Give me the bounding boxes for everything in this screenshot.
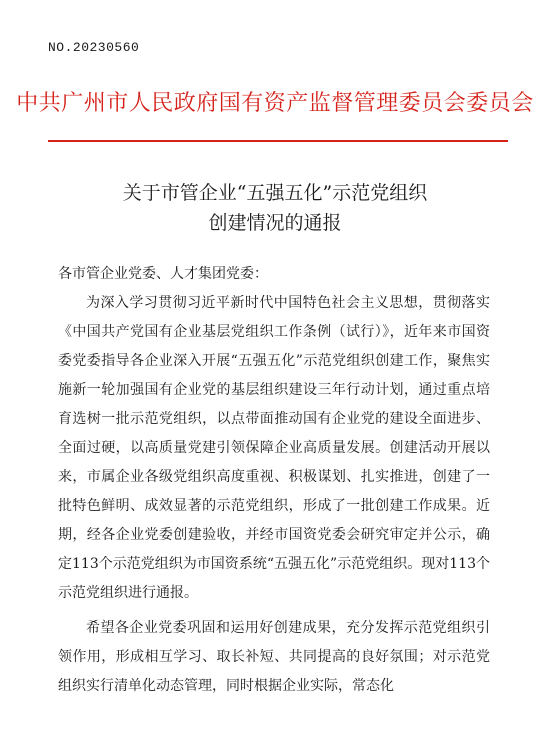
document-body [58,260,490,707]
document-title [0,178,550,238]
document-number: NO.20230560 [48,40,140,55]
red-divider-line [48,140,508,142]
body-paragraph-2: 希望各企业党委巩固和运用好创建成果，充分发挥示范党组织引领作用，形成相互学习、取长补短、共同提高的良好氛围；对示范党组织实行清单化动态管理，同时根据企业实际，常态化 [58,620,490,694]
issuer-header: 中共广州市人民政府国有资产监督管理委员会委员会 [16,91,534,116]
title-line-2: 创建情况的通报 [208,212,342,234]
body-paragraph-1: 为深入学习贯彻习近平新时代中国特色社会主义思想，贯彻落实《中国共产党国有企业基层党组织工作条例（试行）》，近年来市国资委党委指导各企业深入开展“五强五化”示范党组织创建工作，聚焦实施新一轮加强国有企业党的基层组织建设三年行动计划，通过重点培育选树一批示范党组织，以点带面推动国有企业党的建设全面进步、全面过硬，以高质量党建引领保障企业高质量发展。创建活动开展以来，市属企业各级党组织高度重视、积极谋划、扎实推进，创建了一批特色鲜明、成效显著的示范党组织，形成了一批创建工作成果。近期，经各企业党委创建验收，并经市国资党委会研究审定并公示，确定113个示范党组织为市国资系统“五强五化”示范党组织。现对113个示范党组织进行通报。 [58,295,490,601]
salutation: 各市管企业党委、人才集团党委： [58,266,268,282]
title-line-1: 关于市管企业“五强五化”示范党组织 [122,182,428,204]
